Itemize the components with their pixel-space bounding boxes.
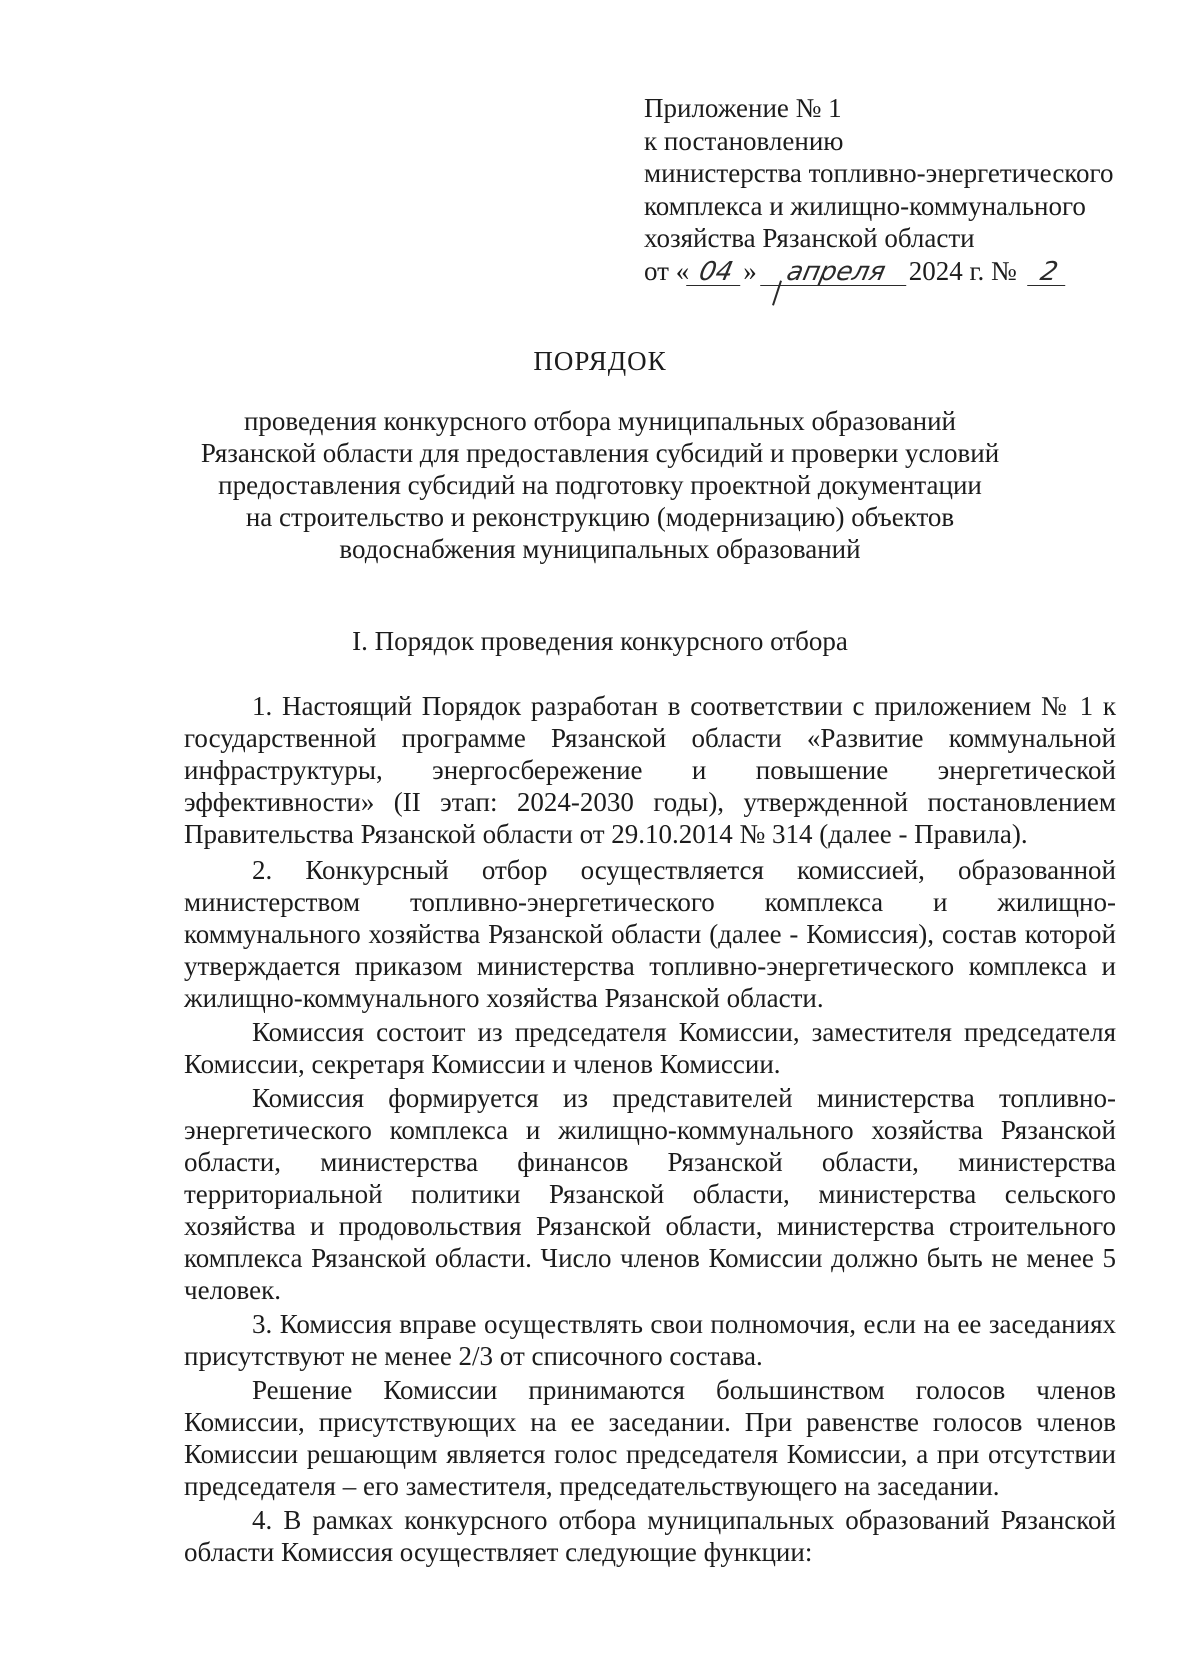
appendix-ministry-line-2: комплекса и жилищно-коммунального <box>644 190 1086 221</box>
appendix-ministry-line-3: хозяйства Рязанской области <box>644 223 975 253</box>
subtitle-line: предоставления субсидий на подготовку проектной документации <box>218 470 982 500</box>
paragraph-commission-formation: Комиссия формируется из представителей министерства топливно-энергетического комплекса и жилищно-коммунального хозяйства Рязанской области, министерства финансов Рязанской области, министерства территориальной политики Рязанской области, министерства сельского хозяйства и продовольствия Рязанской области, министерства строительного комплекса Рязанской области. Число членов Комиссии должно быть не менее 5 человек. <box>184 1083 1116 1305</box>
date-year: 2024 г. <box>908 255 985 286</box>
document-subtitle <box>200 405 1000 565</box>
paragraph-3: 3. Комиссия вправе осуществлять свои полномочия, если на ее заседаниях присутствуют не менее 2/3 от списочного состава. <box>184 1309 1116 1371</box>
subtitle-line: на строительство и реконструкцию (модернизацию) объектов <box>245 502 955 532</box>
subtitle-line: водоснабжения муниципальных образований <box>339 534 861 564</box>
paragraph-1: 1. Настоящий Порядок разработан в соответствии с приложением № 1 к государственной программе Рязанской области «Развитие коммунальной инфраструктуры, энергосбережение и повышение энергетической эффективности» (II этап: 2024-2030 годы), утвержденной постановлением Правительства Рязанской области от 29.10.2014 № 314 (далее - Правила). <box>184 691 1116 849</box>
subtitle-line: проведения конкурсного отбора муниципальных образований <box>243 406 957 436</box>
number-sign: № <box>990 255 1017 286</box>
document-body <box>184 690 1116 1570</box>
date-prefix: от « <box>644 255 690 286</box>
paragraph-2: 2. Конкурсный отбор осуществляется комиссией, образованной министерством топливно-энергетического комплекса и жилищно-коммунального хозяйства Рязанской области (далее - Комиссия), состав которой утверждается приказом министерства топливно-энергетического комплекса и жилищно-коммунального хозяйства Рязанской области. <box>184 855 1116 1013</box>
section-heading: I. Порядок проведения конкурсного отбора <box>352 626 848 656</box>
appendix-reference: к постановлению <box>644 125 844 156</box>
handwritten-month: апреля <box>760 259 912 286</box>
appendix-header <box>644 92 1164 287</box>
paragraph-4: 4. В рамках конкурсного отбора муниципальных образований Рязанской области Комиссия осуществляет следующие функции: <box>184 1505 1116 1567</box>
date-quote-close: » <box>743 255 757 286</box>
document-title: ПОРЯДОК <box>533 346 667 376</box>
appendix-ministry-line-1: министерства топливно-энергетического <box>644 158 1114 188</box>
subtitle-line: Рязанской области для предоставления субсидий и проверки условий <box>200 438 1000 468</box>
handwritten-day: 04 <box>686 259 746 286</box>
paragraph-decisions: Решение Комиссии принимаются большинством голосов членов Комиссии, присутствующих на ее заседании. При равенстве голосов членов Комиссии решающим является голос председателя Комиссии, а при отсутствии председателя – его заместителя, председательствующего на заседании. <box>184 1375 1116 1501</box>
paragraph-commission-composition: Комиссия состоит из председателя Комиссии, заместителя председателя Комиссии, секретаря Комиссии и членов Комиссии. <box>184 1017 1116 1079</box>
handwritten-number: 2 <box>1027 259 1071 286</box>
appendix-date-line <box>644 255 1164 288</box>
appendix-number: Приложение № 1 <box>644 93 842 123</box>
